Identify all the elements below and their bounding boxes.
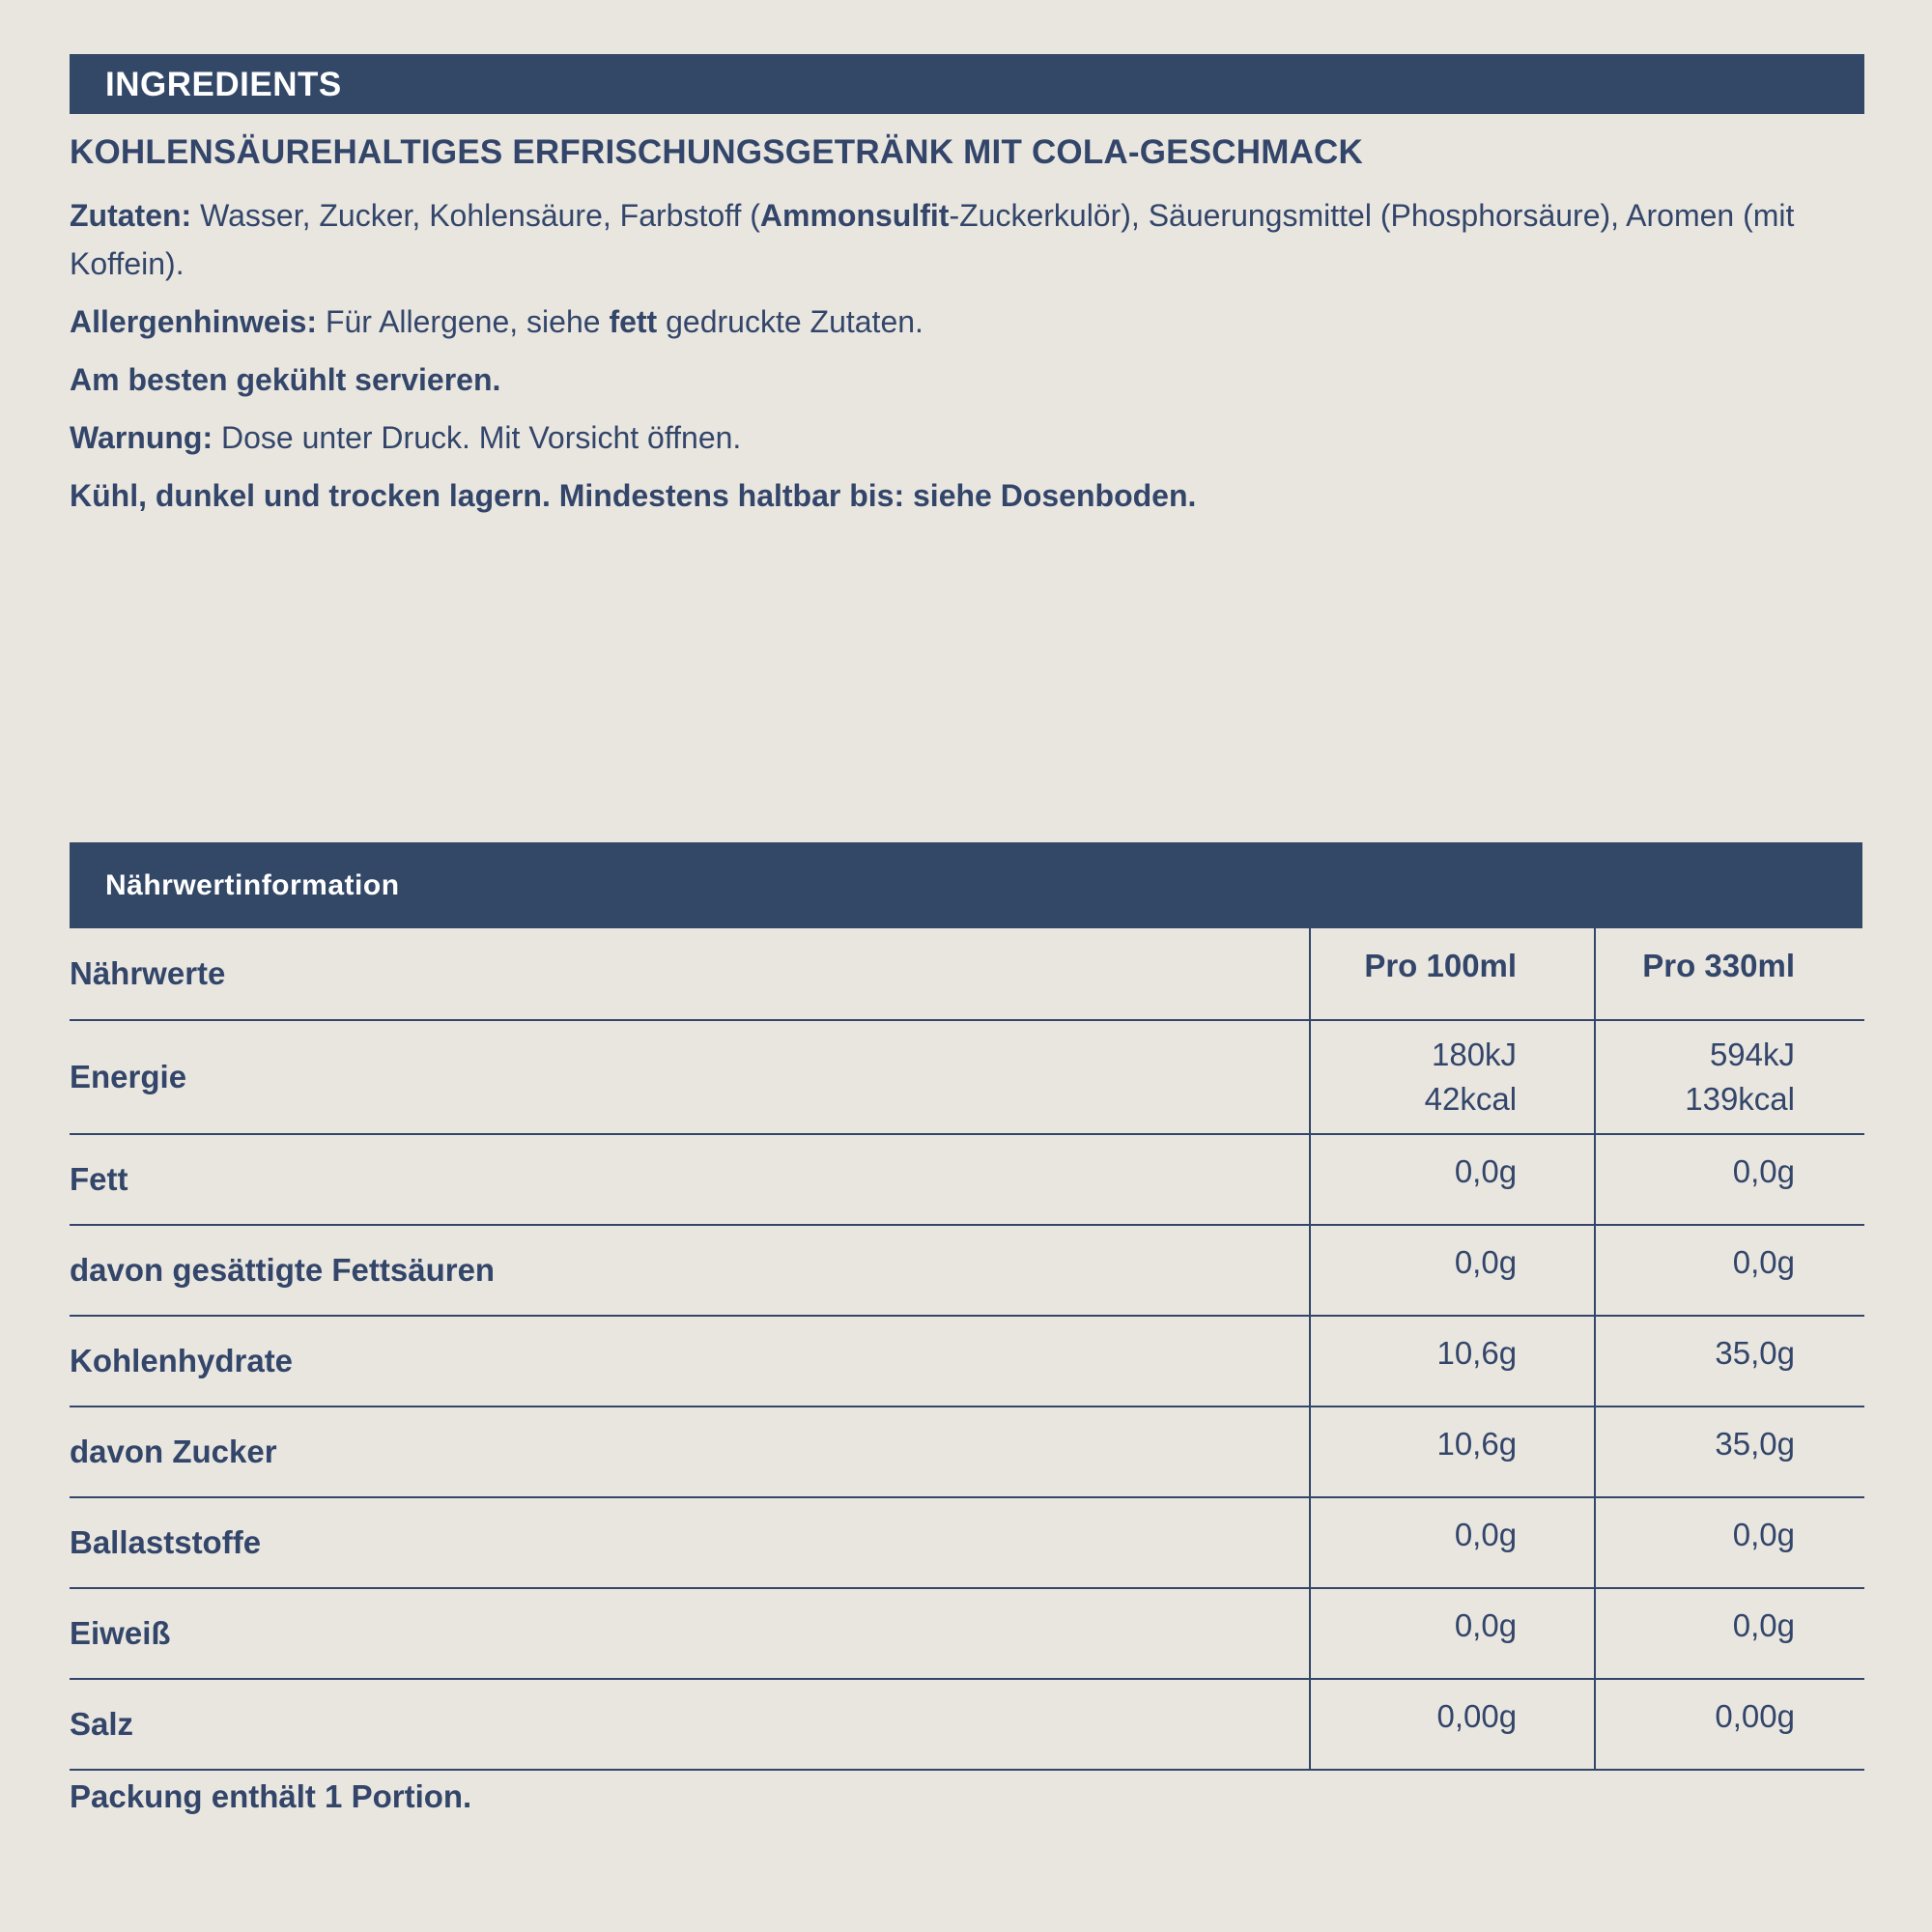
value-per-100ml xyxy=(1310,1497,1595,1588)
value-per-100ml-text: 10,6g xyxy=(1436,1335,1518,1371)
value-per-330ml xyxy=(1595,1406,1864,1497)
warning-text: Dose unter Druck. Mit Vorsicht öffnen. xyxy=(213,420,742,455)
value-per-330ml-text: 0,0g xyxy=(1732,1607,1795,1643)
column-header-nutrients: Nährwerte xyxy=(70,955,226,991)
value-per-100ml-text: 0,00g xyxy=(1436,1698,1518,1734)
value-per-100ml xyxy=(1310,1134,1595,1225)
value-per-330ml-text: 0,0g xyxy=(1732,1517,1795,1552)
row-label: davon Zucker xyxy=(70,1406,1310,1497)
value-per-330ml xyxy=(1595,1316,1864,1406)
column-header-per-100ml-label: Pro 100ml xyxy=(1364,948,1518,983)
row-label: Kohlenhydrate xyxy=(70,1316,1310,1406)
allergen-label: Allergenhinweis: xyxy=(70,304,318,339)
energy-kcal-per-100ml: 42kcal xyxy=(1424,1081,1518,1117)
portion-note: Packung enthält 1 Portion. xyxy=(70,1778,472,1814)
value-per-330ml xyxy=(1595,1134,1864,1225)
value-per-100ml-text: 10,6g xyxy=(1436,1426,1518,1462)
value-per-330ml xyxy=(1595,1225,1864,1316)
column-header-per-330ml xyxy=(1595,928,1864,1020)
row-label: davon gesättigte Fettsäuren xyxy=(70,1225,1310,1316)
ingredients-label: Zutaten: xyxy=(70,198,192,233)
value-per-100ml-text: 0,0g xyxy=(1454,1607,1518,1643)
energy-kj-per-330ml: 594kJ xyxy=(1709,1037,1795,1072)
row-label: Energie xyxy=(70,1020,1310,1134)
row-label: Eiweiß xyxy=(70,1588,1310,1679)
value-per-100ml xyxy=(1310,1225,1595,1316)
value-per-330ml-text: 0,0g xyxy=(1732,1244,1795,1280)
energy-per-100ml xyxy=(1310,1020,1595,1134)
value-per-330ml xyxy=(1595,1679,1864,1770)
row-label: Ballaststoffe xyxy=(70,1497,1310,1588)
row-label: Salz xyxy=(70,1679,1310,1770)
allergen-bold-word: fett xyxy=(609,304,658,339)
ingredients-section xyxy=(70,54,1864,520)
nutrition-header: Nährwertinformation xyxy=(70,842,1862,928)
value-per-330ml xyxy=(1595,1497,1864,1588)
ingredients-text-1: Wasser, Zucker, Kohlensäure, Farbstoff ( xyxy=(191,198,760,233)
table-row xyxy=(70,1020,1864,1134)
allergen-ingredient: Ammonsulfit xyxy=(759,198,950,233)
allergen-note xyxy=(70,298,1864,346)
energy-kcal-per-330ml: 139kcal xyxy=(1685,1081,1795,1117)
value-per-330ml-text: 35,0g xyxy=(1715,1335,1795,1371)
warning-note xyxy=(70,413,1864,462)
value-per-330ml xyxy=(1595,1588,1864,1679)
value-per-330ml-text: 0,0g xyxy=(1732,1153,1795,1189)
ingredients-text-2: -Zuckerkulör), Säuerungsmittel (Phosphorsäure), Aromen (mit Koffein). xyxy=(70,198,1795,281)
product-title: KOHLENSÄUREHALTIGES ERFRISCHUNGSGETRÄNK MIT COLA-GESCHMACK xyxy=(70,133,1364,171)
column-header-per-330ml-label: Pro 330ml xyxy=(1642,948,1795,983)
serving-hint: Am besten gekühlt servieren. xyxy=(70,362,501,397)
ingredients-list xyxy=(70,191,1864,288)
column-header-per-100ml xyxy=(1310,928,1595,1020)
ingredients-header: INGREDIENTS xyxy=(70,54,1864,114)
table-row xyxy=(70,1497,1864,1588)
table-row xyxy=(70,1679,1864,1770)
warning-label: Warnung: xyxy=(70,420,213,455)
table-row xyxy=(70,1588,1864,1679)
nutrition-section xyxy=(70,842,1862,1815)
row-label: Fett xyxy=(70,1134,1310,1225)
value-per-100ml-text: 0,0g xyxy=(1454,1517,1518,1552)
value-per-330ml-text: 0,00g xyxy=(1715,1698,1795,1734)
table-row xyxy=(70,1316,1864,1406)
value-per-100ml xyxy=(1310,1679,1595,1770)
table-row xyxy=(70,1225,1864,1316)
storage-note: Kühl, dunkel und trocken lagern. Mindestens haltbar bis: siehe Dosenboden. xyxy=(70,478,1197,513)
nutrition-table xyxy=(70,928,1864,1771)
value-per-100ml xyxy=(1310,1316,1595,1406)
value-per-100ml-text: 0,0g xyxy=(1454,1244,1518,1280)
table-row xyxy=(70,1134,1864,1225)
value-per-100ml-text: 0,0g xyxy=(1454,1153,1518,1189)
value-per-330ml-text: 35,0g xyxy=(1715,1426,1795,1462)
value-per-100ml xyxy=(1310,1588,1595,1679)
allergen-text-1: Für Allergene, siehe xyxy=(317,304,610,339)
value-per-100ml xyxy=(1310,1406,1595,1497)
table-row xyxy=(70,1406,1864,1497)
energy-per-330ml xyxy=(1595,1020,1864,1134)
allergen-text-2: gedruckte Zutaten. xyxy=(657,304,923,339)
table-header-row xyxy=(70,928,1864,1020)
energy-kj-per-100ml: 180kJ xyxy=(1432,1037,1518,1072)
